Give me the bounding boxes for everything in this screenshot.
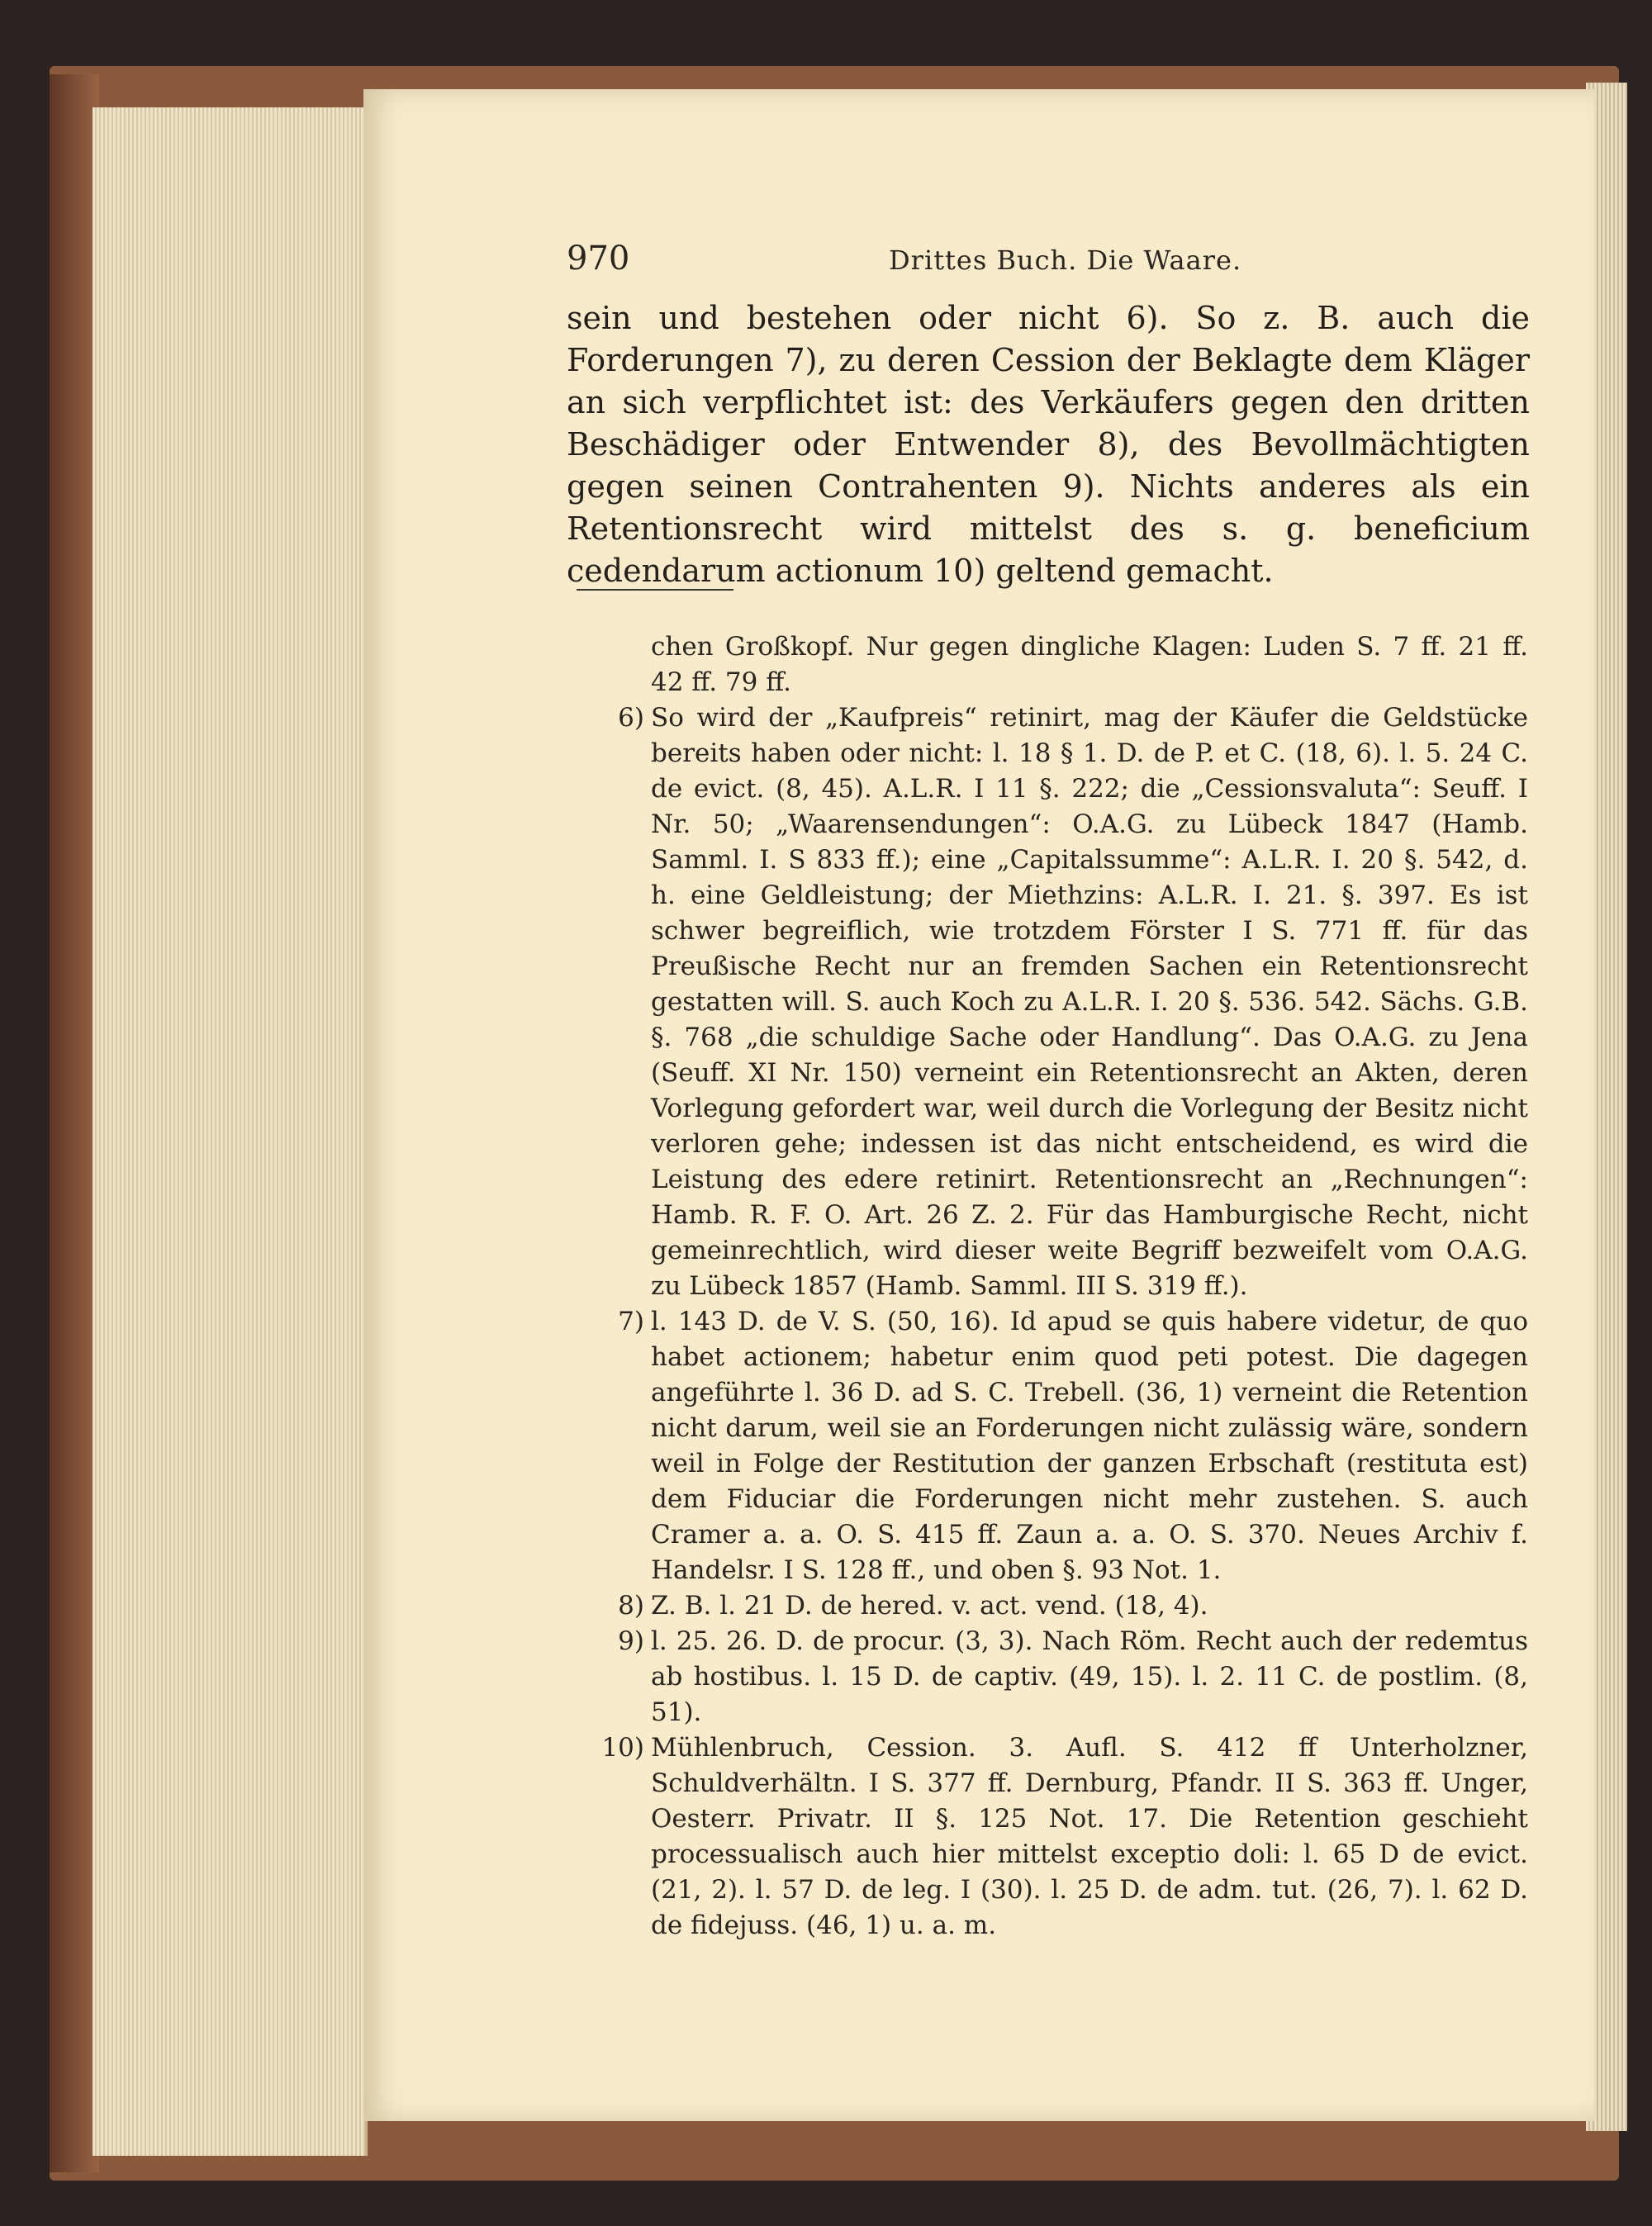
footnote-label: 8) [618, 1591, 644, 1621]
book-spine [50, 74, 99, 2172]
footnotes [578, 629, 1528, 1944]
page-header [567, 240, 1541, 286]
footnote-8 [578, 1588, 1528, 1624]
footnote-text: l. 25. 26. D. de procur. (3, 3). Nach Röm. Recht auch der redemtus ab hostibus. l. 15 D. de captiv. (49, 15). l. 2. 11 C. de postlim. (8, 51). [651, 1626, 1528, 1727]
running-head: Drittes Buch. Die Waare. [889, 244, 1242, 276]
footnote-label: 7) [618, 1307, 644, 1336]
footnote-7 [578, 1304, 1528, 1588]
page-edges-left [93, 107, 368, 2156]
footnote-text: l. 143 D. de V. S. (50, 16). Id apud se quis habere videtur, de quo habet actionem; habetur enim quod peti potest. Die dagegen angeführte l. 36 D. ad S. C. Trebell. (36, 1) verneint die Retention nicht darum, weil sie an Forderungen nicht zulässig wäre, sondern weil in Folge der Restitution der ganzen Erbschaft (restituta est) dem Fiduciar die Forderungen nicht mehr zustehen. S. auch Cramer a. a. O. S. 415 ff. Zaun a. a. O. S. 370. Neues Archiv f. Handelsr. I S. 128 ff., und oben §. 93 Not. 1. [651, 1307, 1528, 1585]
footnote-6 [578, 700, 1528, 1304]
footnote-text: So wird der „Kaufpreis“ retinirt, mag der Käufer die Geldstücke bereits haben oder nicht: l. 18 § 1. D. de P. et C. (18, 6). l. 5. 24 C. de evict. (8, 45). A.L.R. I 11 §. 222; die „Cessionsvaluta“: Seuff. I Nr. 50; „Waarensendungen“: O.A.G. zu Lübeck 1847 (Hamb. Samml. I. S 833 ff.); eine „Capitalssumme“: A.L.R. I. 20 §. 542, d. h. eine Geldleistung; der Miethzins: A.L.R. I. 21. §. 397. Es ist schwer begreiflich, wie trotzdem Förster I S. 771 ff. für das Preußische Recht nur an fremden Sachen ein Retentionsrecht gestatten will. S. auch Koch zu A.L.R. I. 20 §. 536. 542. Sächs. G.B. §. 768 „die schuldige Sache oder Handlung“. Das O.A.G. zu Jena (Seuff. XI Nr. 150) verneint ein Retentionsrecht an Akten, deren Vorlegung gefordert war, weil durch die Vorlegung der Besitz nicht verloren gehe; indessen ist das nicht entscheidend, es wird die Leistung des edere retinirt. Retentionsrecht an „Rechnungen“: Hamb. R. F. O. Art. 26 Z. 2. Für das Hamburgische Recht, nicht gemeinrechtlich, wird dieser weite Begriff bezweifelt vom O.A.G. zu Lübeck 1857 (Hamb. Samml. III S. 319 ff.). [651, 703, 1528, 1301]
main-paragraph: sein und bestehen oder nicht 6). So z. B. auch die Forderungen 7), zu deren Cession der Beklagte dem Kläger an sich verpflichtet ist: des Verkäufers gegen den dritten Beschädiger oder Entwender 8), des Bevollmächtigten gegen seinen Contrahenten 9). Nichts anderes als ein Retentionsrecht wird mittelst des s. g. beneficium cedendarum actionum 10) geltend gemacht. [567, 300, 1530, 589]
footnote-text: Z. B. l. 21 D. de hered. v. act. vend. (18, 4). [651, 1591, 1208, 1621]
footnote-label: 6) [618, 703, 644, 733]
main-text [567, 297, 1530, 592]
footnote-label: 10) [601, 1733, 644, 1763]
footnote-continuation: chen Großkopf. Nur gegen dingliche Klagen: Luden S. 7 ff. 21 ff. 42 ff. 79 ff. [651, 632, 1528, 697]
footnote-rule [577, 589, 733, 591]
footnote-9 [578, 1624, 1528, 1730]
page-number: 970 [567, 240, 630, 278]
footnote-10 [578, 1730, 1528, 1944]
footnote-text: Mühlenbruch, Cession. 3. Aufl. S. 412 ff Unterholzner, Schuldverhältn. I S. 377 ff. Dernburg, Pfandr. II S. 363 ff. Unger, Oesterr. Privatr. II §. 125 Not. 17. Die Retention geschieht processualisch auch hier mittelst exceptio doli: l. 65 D de evict. (21, 2). l. 57 D. de leg. I (30). l. 25 D. de adm. tut. (26, 7). l. 62 D. de fidejuss. (46, 1) u. a. m. [651, 1733, 1528, 1940]
footnote-label: 9) [618, 1626, 644, 1656]
